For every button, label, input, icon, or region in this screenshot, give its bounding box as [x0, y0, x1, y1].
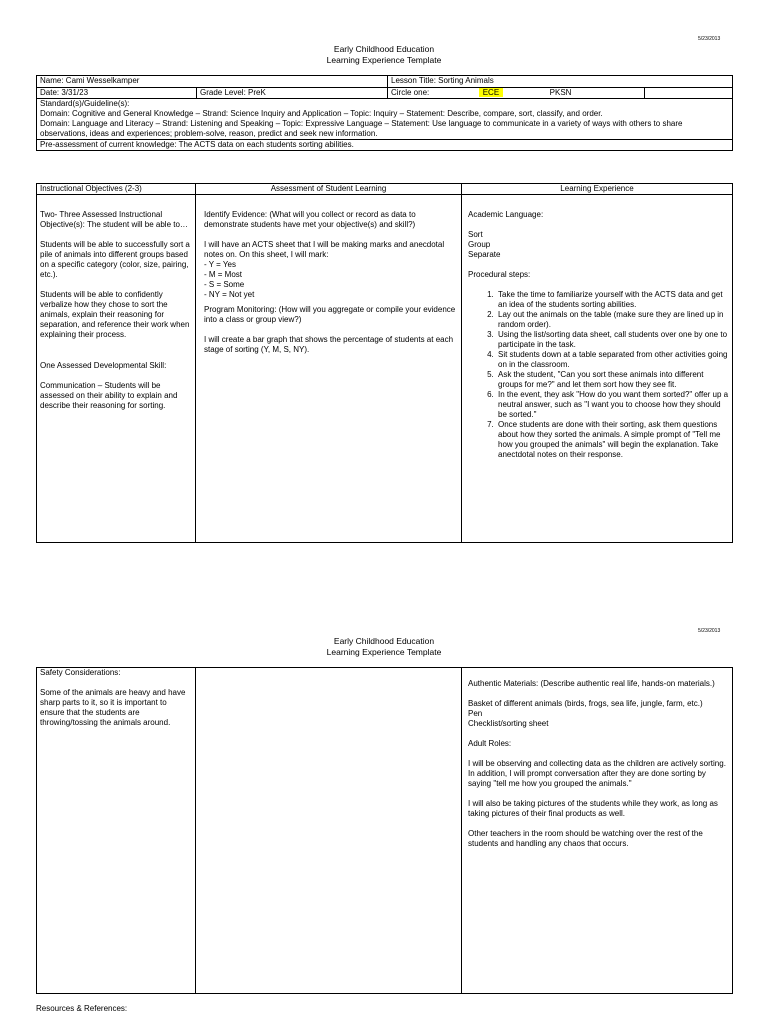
page1-date: 5/23/2013 — [698, 36, 721, 42]
adult-role: I will also be taking pictures of the students while they work, as long as taking pictures of their final products as well. — [468, 799, 718, 818]
objective-1: Students will be able to successfully sort a pile of animals into different groups based on a specific category (color, size, pairing, etc.). — [40, 240, 190, 279]
resources-label: Resources & References: — [36, 1004, 128, 1013]
academic-word: Separate — [468, 250, 501, 259]
circle-option-pksn: PKSN — [549, 88, 572, 97]
procedural-step: 5. Ask the student, "Can you sort these animals into different groups for me?" and let them sort how they see fit. — [496, 370, 729, 390]
academic-language-label: Academic Language: — [468, 210, 544, 219]
standards-label: Standard(s)/Guideline(s): — [40, 99, 130, 108]
mark-some: - S = Some — [204, 280, 245, 289]
circle-one-label: Circle one: — [391, 88, 430, 97]
procedural-step: 7. Once students are done with their sorting, ask them questions about how they sorted the animals. A simple prompt of "Tell me how you grouped the animals" will begin the explanation. Take anectdotal notes on their response. — [496, 420, 729, 460]
standard-1: Domain: Cognitive and General Knowledge – Strand: Science Inquiry and Application – Topic: Inquiry – Statement: Describe, compare, sort, classify, and order. — [40, 109, 603, 118]
safety-text: Some of the animals are heavy and have sharp parts to it, so it is important to ensure that the students are throwing/tossing the animals around. — [40, 688, 186, 727]
experience-cell — [462, 195, 733, 543]
col-header-objectives: Instructional Objectives (2-3) — [37, 184, 196, 195]
bar-graph-text: I will create a bar graph that shows the percentage of students at each stage of sorting (Y, M, S, NY). — [204, 335, 454, 354]
standard-2: Domain: Language and Literacy – Strand: Listening and Speaking – Topic: Expressive Language – Statement: Use language to communicate in a variety of ways with others to share observations, ideas and experiences; problem-solve, reason, predict and seek new information. — [40, 119, 683, 138]
empty-middle-cell — [196, 668, 462, 994]
developmental-skill: Communication – Students will be assessed on their ability to explain and describe their reasoning for sorting. — [40, 381, 178, 410]
circle-one-cell — [388, 88, 645, 99]
lesson-info-table — [36, 75, 733, 151]
objectives-intro: Two- Three Assessed Instructional Objective(s): The student will be able to… — [40, 210, 188, 229]
adult-role: I will be observing and collecting data as the children are actively sorting. In addition, I will prompt conversation after they are done sorting by saying "tell me how you grouped the animals." — [468, 759, 726, 788]
circle-one-spacer — [645, 88, 733, 99]
page1-header-line2: Learning Experience Template — [326, 55, 442, 65]
name-cell: Name: Cami Wesselkamper — [37, 76, 388, 88]
safety-label: Safety Considerations: — [40, 668, 121, 677]
program-monitoring: Program Monitoring: (How will you aggregate or compile your evidence into a class or group view?) — [204, 305, 456, 324]
procedural-step: 2. Lay out the animals on the table (make sure they are lined up in random order). — [496, 310, 729, 330]
academic-word: Group — [468, 240, 491, 249]
page2-date: 5/23/2013 — [698, 628, 721, 634]
objectives-cell — [37, 195, 196, 543]
objective-2: Students will be able to confidently verbalize how they chose to sort the animals, explain their reasoning for separation, and reference their work when explaining their process. — [40, 290, 190, 339]
material-item: Basket of different animals (birds, frogs, sea life, jungle, farm, etc.) — [468, 699, 703, 708]
developmental-skill-label: One Assessed Developmental Skill: — [40, 361, 167, 370]
grade-level-cell: Grade Level: PreK — [197, 88, 388, 99]
circle-option-ece: ECE — [479, 88, 503, 97]
assessment-cell — [196, 195, 462, 543]
col-header-assessment: Assessment of Student Learning — [196, 184, 462, 195]
page2-header-line1: Early Childhood Education — [333, 636, 435, 646]
materials-label: Authentic Materials: (Describe authentic real life, hands-on materials.) — [468, 679, 715, 688]
lesson-title-cell: Lesson Title: Sorting Animals — [388, 76, 733, 88]
material-item: Checklist/sorting sheet — [468, 719, 549, 728]
page1-header-line1: Early Childhood Education — [333, 44, 435, 54]
col-header-experience: Learning Experience — [462, 184, 733, 195]
academic-word: Sort — [468, 230, 483, 239]
mark-most: - M = Most — [204, 270, 243, 279]
identify-evidence: Identify Evidence: (What will you collect or record as data to demonstrate students have met your objective(s) and skill?) — [204, 210, 416, 229]
page2-header-line2: Learning Experience Template — [326, 647, 442, 657]
materials-roles-cell — [462, 668, 733, 994]
mark-not-yet: - NY = Not yet — [204, 290, 255, 299]
date-cell: Date: 3/31/23 — [37, 88, 197, 99]
adult-roles-label: Adult Roles: — [468, 739, 512, 748]
mark-yes: - Y = Yes — [204, 260, 236, 269]
procedural-steps-label: Procedural steps: — [468, 270, 531, 279]
considerations-table — [36, 667, 733, 994]
standards-cell — [37, 99, 733, 140]
procedural-step: 3. Using the list/sorting data sheet, call students over one by one to participate in the task. — [496, 330, 729, 350]
material-item: Pen — [468, 709, 483, 718]
adult-role: Other teachers in the room should be watching over the rest of the students and handling any chaos that occurs. — [468, 829, 703, 848]
learning-experience-table — [36, 183, 733, 543]
procedural-step: 6. In the event, they ask "How do you want them sorted?" offer up a neutral answer, such as "I want you to choose how they should be sorted." — [496, 390, 729, 420]
procedural-step: 4. Sit students down at a table separated from other activities going on in the classroom. — [496, 350, 729, 370]
safety-cell — [37, 668, 196, 994]
preassessment-cell: Pre-assessment of current knowledge: The ACTS data on each students sorting abilities. — [37, 140, 733, 151]
procedural-step: 1. Take the time to familiarize yourself with the ACTS data and get an idea of the students sorting abilities. — [496, 290, 729, 310]
procedural-steps-list — [468, 290, 729, 460]
acts-sheet-text: I will have an ACTS sheet that I will be making marks and anecdotal notes on. On this sheet, I will mark: — [204, 240, 445, 259]
